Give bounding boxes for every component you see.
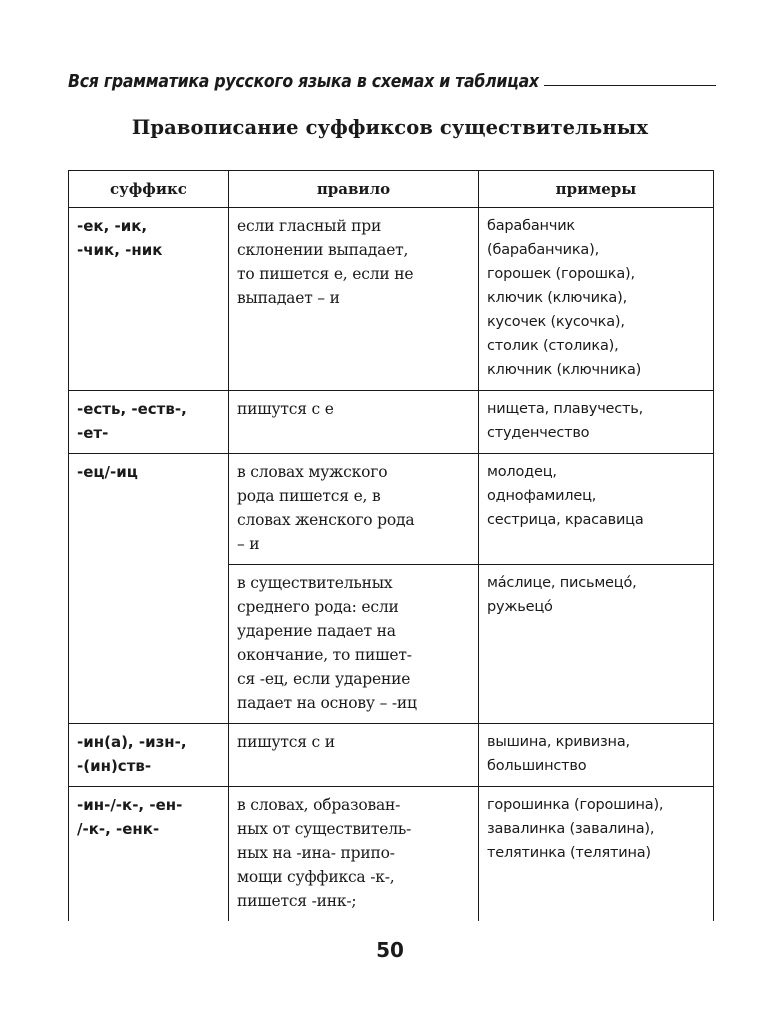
suffix-cell: -ин-/-к-, -ен- /-к-, -енк- [69, 787, 229, 922]
suffix-cell: -ек, -ик, -чик, -ник [69, 208, 229, 391]
column-header-rule: правило [229, 171, 479, 208]
table-header-row [69, 171, 714, 208]
suffix-spelling-table [68, 170, 714, 921]
suffix-cell: -есть, -еств-, -ет- [69, 391, 229, 454]
examples-cell: нищета, плавучесть, студенчество [479, 391, 714, 454]
rule-cell: в существительных среднего рода: если ударение падает на окончание, то пишет- ся -ец, если ударение падает на основу – -иц [229, 565, 479, 724]
rule-cell: в словах, образован- ных от существитель- ных на -ина- припо- мощи суффикса -к-, пишется -инк-; [229, 787, 479, 922]
rule-cell: если гласный при склонении выпадает, то пишется е, если не выпадает – и [229, 208, 479, 391]
page-number: 50 [376, 938, 404, 962]
column-header-examples: примеры [479, 171, 714, 208]
table-row [69, 391, 714, 454]
table-row [69, 724, 714, 787]
examples-cell: ма́слице, письмецо́, ружьецо́ [479, 565, 714, 724]
suffix-cell: -ин(а), -изн-, -(ин)ств- [69, 724, 229, 787]
examples-cell: молодец, однофамилец, сестрица, красавица [479, 454, 714, 565]
page-title: Правописание суффиксов существительных [131, 116, 649, 139]
running-header-title: Вся грамматика русского языка в схемах и таблицах [68, 72, 539, 92]
table-row [69, 454, 714, 565]
table-row [69, 208, 714, 391]
rule-cell: в словах мужского рода пишется е, в словах женского рода – и [229, 454, 479, 565]
running-header-rule [544, 85, 716, 86]
examples-cell: барабанчик (барабанчика), горошек (горошка), ключик (ключика), кусочек (кусочка), столик (столика), ключник (ключника) [479, 208, 714, 391]
rule-cell: пишутся с и [229, 724, 479, 787]
examples-cell: горошинка (горошина), завалинка (завалина), телятинка (телятина) [479, 787, 714, 922]
suffix-cell: -ец/-иц [69, 454, 229, 724]
column-header-suffix: суффикс [69, 171, 229, 208]
running-header [68, 64, 716, 92]
examples-cell: вышина, кривизна, большинство [479, 724, 714, 787]
rule-cell: пишутся с е [229, 391, 479, 454]
table-row [69, 787, 714, 922]
